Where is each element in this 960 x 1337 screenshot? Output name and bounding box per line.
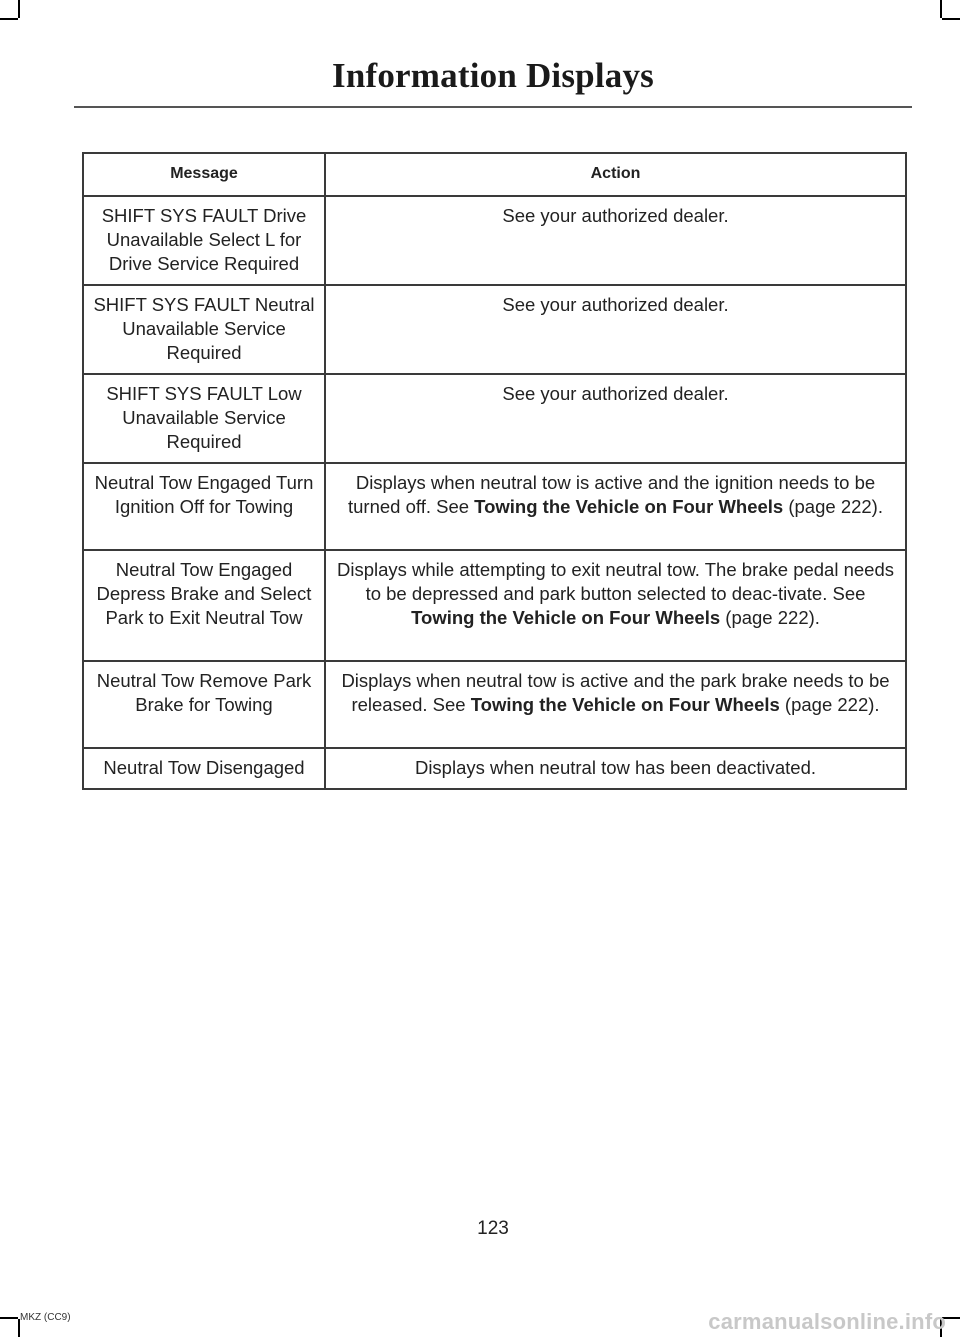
- page-reference: (page 222).: [720, 607, 820, 628]
- crop-mark: [0, 18, 18, 20]
- message-table: [82, 152, 907, 790]
- crop-mark: [942, 18, 960, 20]
- message-cell: SHIFT SYS FAULT Neutral Unavailable Service Required: [83, 285, 325, 374]
- message-cell: SHIFT SYS FAULT Low Unavailable Service Required: [83, 374, 325, 463]
- action-text: Displays when neutral tow is active and the ignition needs to be turned off. See: [348, 472, 876, 517]
- message-cell: Neutral Tow Remove Park Brake for Towing: [83, 661, 325, 748]
- action-text: Displays while attempting to exit neutral tow. The brake pedal needs to be depressed and park button selected to deac-tivate. See: [336, 559, 895, 604]
- action-cell: [325, 463, 906, 550]
- page-title: Information Displays: [332, 56, 654, 95]
- message-cell: Neutral Tow Engaged Depress Brake and Select Park to Exit Neutral Tow: [83, 550, 325, 661]
- table-row: [83, 196, 906, 285]
- cross-reference-link[interactable]: Towing the Vehicle on Four Wheels: [470, 694, 780, 715]
- action-text: Displays when neutral tow is active and the park brake needs to be released. See: [341, 670, 890, 715]
- watermark: carmanualsonline.info: [708, 1309, 946, 1334]
- cross-reference-link[interactable]: Towing the Vehicle on Four Wheels: [474, 496, 784, 517]
- column-header-message: Message: [83, 153, 325, 196]
- page-reference: (page 222).: [783, 496, 883, 517]
- table-row: [83, 285, 906, 374]
- message-cell: Neutral Tow Disengaged: [83, 748, 325, 789]
- action-cell: [325, 661, 906, 748]
- table-row: [83, 374, 906, 463]
- table-row: [83, 550, 906, 661]
- crop-mark: [940, 0, 942, 18]
- table-row: [83, 463, 906, 550]
- page-reference: (page 222).: [779, 694, 880, 715]
- model-code: MKZ (CC9): [20, 1312, 71, 1323]
- action-cell: See your authorized dealer.: [325, 196, 906, 285]
- title-divider: [74, 106, 912, 108]
- cross-reference-link[interactable]: Towing the Vehicle on Four Wheels: [411, 607, 721, 628]
- table-row: [83, 661, 906, 748]
- action-cell: See your authorized dealer.: [325, 374, 906, 463]
- table-header-row: [83, 153, 906, 196]
- action-cell: See your authorized dealer.: [325, 285, 906, 374]
- crop-mark: [0, 1317, 18, 1319]
- table-row: [83, 748, 906, 789]
- column-header-action: Action: [325, 153, 906, 196]
- action-cell: Displays when neutral tow has been deactivated.: [325, 748, 906, 789]
- crop-mark: [18, 0, 20, 18]
- page-number: 123: [477, 1218, 509, 1239]
- message-cell: Neutral Tow Engaged Turn Ignition Off for Towing: [83, 463, 325, 550]
- message-cell: SHIFT SYS FAULT Drive Unavailable Select L for Drive Service Required: [83, 196, 325, 285]
- action-cell: [325, 550, 906, 661]
